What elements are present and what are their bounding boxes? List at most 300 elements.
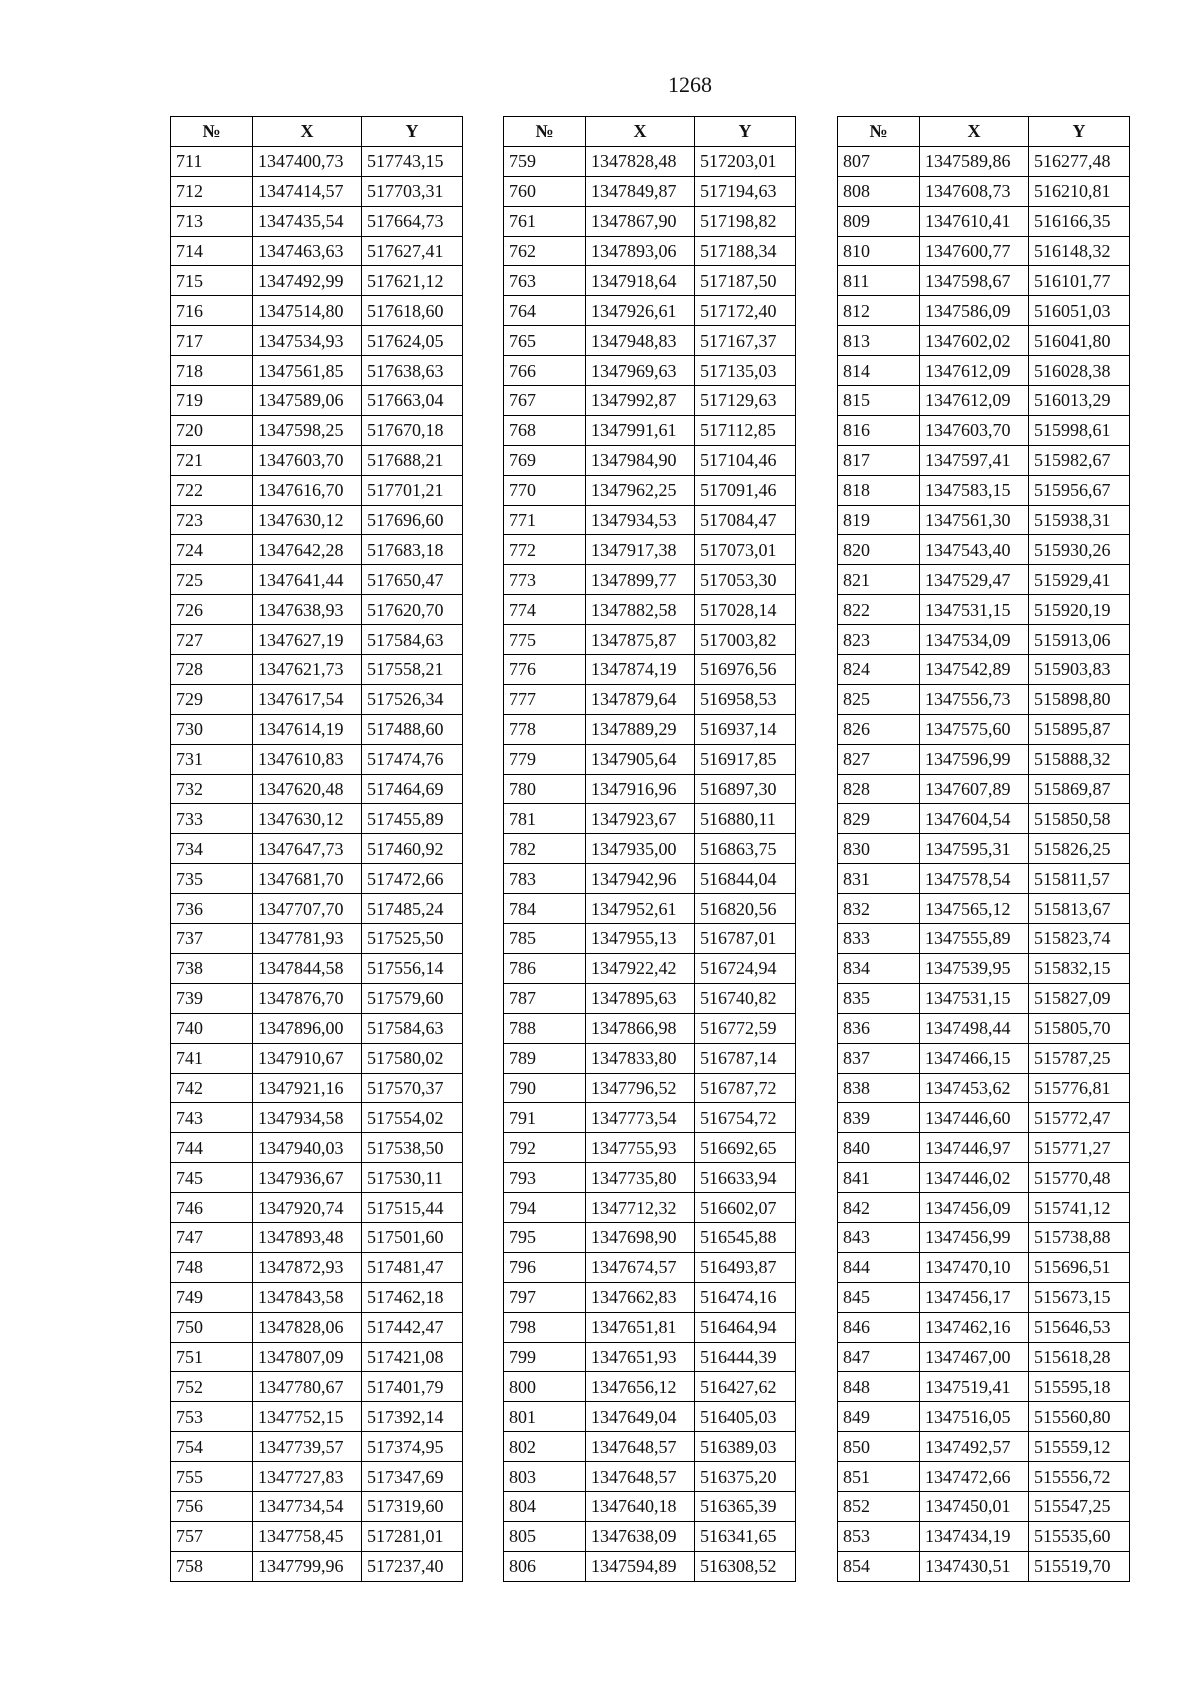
table-row: [838, 445, 1130, 475]
header-row: [171, 117, 463, 147]
table-row: [504, 326, 796, 356]
point-number-cell: 846: [838, 1312, 920, 1342]
table-row: [504, 505, 796, 535]
x-coordinate-cell: 1347492,99: [253, 266, 362, 296]
x-coordinate-cell: 1347641,44: [253, 565, 362, 595]
y-coordinate-cell: 516917,85: [695, 744, 796, 774]
table-row: [504, 386, 796, 416]
point-number-cell: 760: [504, 176, 586, 206]
point-number-cell: 854: [838, 1551, 920, 1581]
x-coordinate-cell: 1347466,15: [920, 1043, 1029, 1073]
x-coordinate-cell: 1347446,60: [920, 1103, 1029, 1133]
y-coordinate-cell: 517485,24: [362, 894, 463, 924]
table-row: [504, 595, 796, 625]
y-coordinate-cell: 516724,94: [695, 953, 796, 983]
point-number-cell: 793: [504, 1163, 586, 1193]
y-coordinate-cell: 516633,94: [695, 1163, 796, 1193]
table-row: [171, 415, 463, 445]
y-coordinate-cell: 517554,02: [362, 1103, 463, 1133]
coordinates-table-1: [170, 116, 463, 1582]
y-coordinate-cell: 516602,07: [695, 1193, 796, 1223]
point-number-cell: 755: [171, 1462, 253, 1492]
point-number-cell: 847: [838, 1342, 920, 1372]
header-row: [838, 117, 1130, 147]
y-coordinate-cell: 515888,32: [1029, 744, 1130, 774]
x-coordinate-cell: 1347638,93: [253, 595, 362, 625]
y-coordinate-cell: 517530,11: [362, 1163, 463, 1193]
y-coordinate-cell: 515982,67: [1029, 445, 1130, 475]
point-number-cell: 810: [838, 236, 920, 266]
point-number-cell: 796: [504, 1252, 586, 1282]
x-coordinate-cell: 1347755,93: [586, 1133, 695, 1163]
y-coordinate-cell: 515826,25: [1029, 834, 1130, 864]
y-coordinate-cell: 517003,82: [695, 625, 796, 655]
point-number-cell: 742: [171, 1073, 253, 1103]
table-row: [504, 475, 796, 505]
table-row: [504, 266, 796, 296]
y-coordinate-cell: 517401,79: [362, 1372, 463, 1402]
point-number-cell: 849: [838, 1402, 920, 1432]
point-number-cell: 804: [504, 1491, 586, 1521]
table-row: [838, 1222, 1130, 1252]
x-coordinate-cell: 1347698,90: [586, 1222, 695, 1252]
x-coordinate-cell: 1347575,60: [920, 714, 1029, 744]
table-row: [838, 1013, 1130, 1043]
y-coordinate-cell: 517624,05: [362, 326, 463, 356]
point-number-cell: 780: [504, 774, 586, 804]
point-number-cell: 734: [171, 834, 253, 864]
y-coordinate-cell: 516210,81: [1029, 176, 1130, 206]
x-coordinate-cell: 1347612,09: [920, 386, 1029, 416]
y-coordinate-cell: 515556,72: [1029, 1462, 1130, 1492]
y-coordinate-cell: 516444,39: [695, 1342, 796, 1372]
table-row: [171, 804, 463, 834]
x-coordinate-cell: 1347604,54: [920, 804, 1029, 834]
x-coordinate-cell: 1347781,93: [253, 924, 362, 954]
x-coordinate-cell: 1347602,02: [920, 326, 1029, 356]
point-number-cell: 720: [171, 415, 253, 445]
table-row: [838, 1491, 1130, 1521]
table-row: [838, 236, 1130, 266]
x-coordinate-cell: 1347600,77: [920, 236, 1029, 266]
x-coordinate-cell: 1347556,73: [920, 684, 1029, 714]
x-coordinate-cell: 1347916,96: [586, 774, 695, 804]
y-coordinate-cell: 515673,15: [1029, 1282, 1130, 1312]
table-row: [504, 1521, 796, 1551]
y-coordinate-cell: 517392,14: [362, 1402, 463, 1432]
x-header: X: [920, 117, 1029, 147]
x-coordinate-cell: 1347543,40: [920, 535, 1029, 565]
table-row: [171, 1222, 463, 1252]
y-coordinate-cell: 517472,66: [362, 864, 463, 894]
point-number-cell: 791: [504, 1103, 586, 1133]
point-number-cell: 790: [504, 1073, 586, 1103]
table-row: [838, 475, 1130, 505]
table-row: [171, 1462, 463, 1492]
point-number-cell: 803: [504, 1462, 586, 1492]
point-number-cell: 795: [504, 1222, 586, 1252]
x-header: X: [253, 117, 362, 147]
y-header: Y: [1029, 117, 1130, 147]
table-row: [838, 1282, 1130, 1312]
x-coordinate-cell: 1347565,12: [920, 894, 1029, 924]
y-coordinate-cell: 517462,18: [362, 1282, 463, 1312]
table-row: [171, 1252, 463, 1282]
table-row: [171, 146, 463, 176]
x-coordinate-cell: 1347926,61: [586, 296, 695, 326]
y-coordinate-cell: 517112,85: [695, 415, 796, 445]
number-header: №: [838, 117, 920, 147]
x-coordinate-cell: 1347934,53: [586, 505, 695, 535]
x-coordinate-cell: 1347872,93: [253, 1252, 362, 1282]
y-coordinate-cell: 517683,18: [362, 535, 463, 565]
table-row: [838, 1252, 1130, 1282]
number-header: №: [171, 117, 253, 147]
point-number-cell: 749: [171, 1282, 253, 1312]
point-number-cell: 842: [838, 1193, 920, 1223]
table-row: [171, 1312, 463, 1342]
table-row: [838, 744, 1130, 774]
point-number-cell: 839: [838, 1103, 920, 1133]
point-number-cell: 732: [171, 774, 253, 804]
point-number-cell: 767: [504, 386, 586, 416]
y-coordinate-cell: 517237,40: [362, 1551, 463, 1581]
x-coordinate-cell: 1347828,48: [586, 146, 695, 176]
x-coordinate-cell: 1347608,73: [920, 176, 1029, 206]
point-number-cell: 771: [504, 505, 586, 535]
y-coordinate-cell: 516474,16: [695, 1282, 796, 1312]
table-row: [838, 326, 1130, 356]
table-row: [171, 1551, 463, 1581]
x-coordinate-cell: 1347936,67: [253, 1163, 362, 1193]
y-coordinate-cell: 517188,34: [695, 236, 796, 266]
x-coordinate-cell: 1347942,96: [586, 864, 695, 894]
y-coordinate-cell: 517526,34: [362, 684, 463, 714]
y-coordinate-cell: 516545,88: [695, 1222, 796, 1252]
x-coordinate-cell: 1347923,67: [586, 804, 695, 834]
point-number-cell: 798: [504, 1312, 586, 1342]
table-row: [504, 1043, 796, 1073]
point-number-cell: 809: [838, 206, 920, 236]
point-number-cell: 820: [838, 535, 920, 565]
y-coordinate-cell: 515738,88: [1029, 1222, 1130, 1252]
y-coordinate-cell: 517129,63: [695, 386, 796, 416]
table-row: [504, 774, 796, 804]
x-coordinate-cell: 1347828,06: [253, 1312, 362, 1342]
table-row: [838, 1342, 1130, 1372]
table-row: [171, 684, 463, 714]
x-coordinate-cell: 1347539,95: [920, 953, 1029, 983]
x-coordinate-cell: 1347656,12: [586, 1372, 695, 1402]
y-coordinate-cell: 515646,53: [1029, 1312, 1130, 1342]
x-coordinate-cell: 1347940,03: [253, 1133, 362, 1163]
table-row: [504, 1282, 796, 1312]
y-coordinate-cell: 516863,75: [695, 834, 796, 864]
x-coordinate-cell: 1347674,57: [586, 1252, 695, 1282]
table-row: [838, 1402, 1130, 1432]
y-coordinate-cell: 517627,41: [362, 236, 463, 266]
table-row: [504, 953, 796, 983]
y-coordinate-cell: 516041,80: [1029, 326, 1130, 356]
point-number-cell: 813: [838, 326, 920, 356]
y-coordinate-cell: 517135,03: [695, 356, 796, 386]
point-number-cell: 770: [504, 475, 586, 505]
x-coordinate-cell: 1347735,80: [586, 1163, 695, 1193]
y-coordinate-cell: 516101,77: [1029, 266, 1130, 296]
point-number-cell: 738: [171, 953, 253, 983]
point-number-cell: 728: [171, 655, 253, 685]
x-coordinate-cell: 1347610,83: [253, 744, 362, 774]
point-number-cell: 740: [171, 1013, 253, 1043]
x-coordinate-cell: 1347514,80: [253, 296, 362, 326]
point-number-cell: 724: [171, 535, 253, 565]
point-number-cell: 718: [171, 356, 253, 386]
table-row: [504, 864, 796, 894]
table-row: [171, 1043, 463, 1073]
point-number-cell: 758: [171, 1551, 253, 1581]
x-coordinate-cell: 1347910,67: [253, 1043, 362, 1073]
y-coordinate-cell: 516754,72: [695, 1103, 796, 1133]
x-coordinate-cell: 1347597,41: [920, 445, 1029, 475]
x-coordinate-cell: 1347882,58: [586, 595, 695, 625]
table-row: [171, 774, 463, 804]
x-coordinate-cell: 1347952,61: [586, 894, 695, 924]
x-coordinate-cell: 1347534,93: [253, 326, 362, 356]
x-coordinate-cell: 1347874,19: [586, 655, 695, 685]
point-number-cell: 789: [504, 1043, 586, 1073]
table-row: [838, 924, 1130, 954]
x-coordinate-cell: 1347844,58: [253, 953, 362, 983]
x-coordinate-cell: 1347807,09: [253, 1342, 362, 1372]
y-coordinate-cell: 517618,60: [362, 296, 463, 326]
x-coordinate-cell: 1347627,19: [253, 625, 362, 655]
point-number-cell: 841: [838, 1163, 920, 1193]
x-coordinate-cell: 1347610,41: [920, 206, 1029, 236]
y-coordinate-cell: 517688,21: [362, 445, 463, 475]
point-number-cell: 744: [171, 1133, 253, 1163]
table-row: [504, 804, 796, 834]
y-coordinate-cell: 517663,04: [362, 386, 463, 416]
table-row: [504, 1402, 796, 1432]
table-row: [171, 1372, 463, 1402]
table-row: [171, 1073, 463, 1103]
point-number-cell: 730: [171, 714, 253, 744]
table-row: [171, 655, 463, 685]
point-number-cell: 821: [838, 565, 920, 595]
x-coordinate-cell: 1347453,62: [920, 1073, 1029, 1103]
point-number-cell: 843: [838, 1222, 920, 1252]
y-coordinate-cell: 515869,87: [1029, 774, 1130, 804]
point-number-cell: 711: [171, 146, 253, 176]
table-row: [504, 1342, 796, 1372]
x-coordinate-cell: 1347893,06: [586, 236, 695, 266]
x-coordinate-cell: 1347843,58: [253, 1282, 362, 1312]
table-row: [838, 834, 1130, 864]
table-row: [838, 1043, 1130, 1073]
x-coordinate-cell: 1347456,09: [920, 1193, 1029, 1223]
x-coordinate-cell: 1347561,85: [253, 356, 362, 386]
y-coordinate-cell: 516051,03: [1029, 296, 1130, 326]
table-row: [504, 714, 796, 744]
y-coordinate-cell: 517515,44: [362, 1193, 463, 1223]
x-coordinate-cell: 1347595,31: [920, 834, 1029, 864]
table-row: [171, 1133, 463, 1163]
point-number-cell: 745: [171, 1163, 253, 1193]
y-coordinate-cell: 516787,72: [695, 1073, 796, 1103]
point-number-cell: 805: [504, 1521, 586, 1551]
y-coordinate-cell: 517203,01: [695, 146, 796, 176]
table-row: [171, 953, 463, 983]
point-number-cell: 726: [171, 595, 253, 625]
y-coordinate-cell: 516341,65: [695, 1521, 796, 1551]
table-row: [504, 983, 796, 1013]
x-coordinate-cell: 1347899,77: [586, 565, 695, 595]
point-number-cell: 769: [504, 445, 586, 475]
table-row: [838, 714, 1130, 744]
table-row: [838, 1372, 1130, 1402]
y-coordinate-cell: 515813,67: [1029, 894, 1130, 924]
table-row: [504, 924, 796, 954]
x-coordinate-cell: 1347651,81: [586, 1312, 695, 1342]
point-number-cell: 747: [171, 1222, 253, 1252]
point-number-cell: 794: [504, 1193, 586, 1223]
x-coordinate-cell: 1347534,09: [920, 625, 1029, 655]
x-coordinate-cell: 1347531,15: [920, 595, 1029, 625]
point-number-cell: 833: [838, 924, 920, 954]
x-coordinate-cell: 1347555,89: [920, 924, 1029, 954]
x-coordinate-cell: 1347578,54: [920, 864, 1029, 894]
table-row: [838, 983, 1130, 1013]
point-number-cell: 826: [838, 714, 920, 744]
x-coordinate-cell: 1347638,09: [586, 1521, 695, 1551]
point-number-cell: 756: [171, 1491, 253, 1521]
x-coordinate-cell: 1347651,93: [586, 1342, 695, 1372]
y-coordinate-cell: 516028,38: [1029, 356, 1130, 386]
y-coordinate-cell: 516148,32: [1029, 236, 1130, 266]
x-coordinate-cell: 1347895,63: [586, 983, 695, 1013]
point-number-cell: 797: [504, 1282, 586, 1312]
x-coordinate-cell: 1347647,73: [253, 834, 362, 864]
y-coordinate-cell: 517053,30: [695, 565, 796, 595]
y-coordinate-cell: 517347,69: [362, 1462, 463, 1492]
x-coordinate-cell: 1347920,74: [253, 1193, 362, 1223]
point-number-cell: 828: [838, 774, 920, 804]
y-coordinate-cell: 517670,18: [362, 415, 463, 445]
x-coordinate-cell: 1347516,05: [920, 1402, 1029, 1432]
table-row: [171, 326, 463, 356]
table-row: [504, 1163, 796, 1193]
table-row: [838, 1551, 1130, 1581]
y-coordinate-cell: 517638,63: [362, 356, 463, 386]
point-number-cell: 765: [504, 326, 586, 356]
table-row: [171, 296, 463, 326]
table-row: [171, 266, 463, 296]
table-row: [171, 625, 463, 655]
y-coordinate-cell: 515827,09: [1029, 983, 1130, 1013]
table-row: [171, 983, 463, 1013]
x-coordinate-cell: 1347542,89: [920, 655, 1029, 685]
table-row: [504, 1432, 796, 1462]
y-coordinate-cell: 517664,73: [362, 206, 463, 236]
y-coordinate-cell: 516375,20: [695, 1462, 796, 1492]
point-number-cell: 723: [171, 505, 253, 535]
x-coordinate-cell: 1347833,80: [586, 1043, 695, 1073]
point-number-cell: 814: [838, 356, 920, 386]
y-coordinate-cell: 517570,37: [362, 1073, 463, 1103]
x-coordinate-cell: 1347462,16: [920, 1312, 1029, 1342]
point-number-cell: 722: [171, 475, 253, 505]
point-number-cell: 835: [838, 983, 920, 1013]
point-number-cell: 837: [838, 1043, 920, 1073]
y-coordinate-cell: 517084,47: [695, 505, 796, 535]
x-coordinate-cell: 1347586,09: [920, 296, 1029, 326]
y-coordinate-cell: 515519,70: [1029, 1551, 1130, 1581]
table-row: [504, 176, 796, 206]
point-number-cell: 751: [171, 1342, 253, 1372]
table-row: [838, 595, 1130, 625]
y-coordinate-cell: 516427,62: [695, 1372, 796, 1402]
table-row: [504, 834, 796, 864]
x-coordinate-cell: 1347598,25: [253, 415, 362, 445]
x-coordinate-cell: 1347617,54: [253, 684, 362, 714]
point-number-cell: 799: [504, 1342, 586, 1372]
point-number-cell: 848: [838, 1372, 920, 1402]
x-coordinate-cell: 1347594,89: [586, 1551, 695, 1581]
table-row: [504, 1551, 796, 1581]
y-coordinate-cell: 517421,08: [362, 1342, 463, 1372]
x-coordinate-cell: 1347414,57: [253, 176, 362, 206]
table-row: [838, 415, 1130, 445]
table-row: [838, 1133, 1130, 1163]
point-number-cell: 850: [838, 1432, 920, 1462]
point-number-cell: 764: [504, 296, 586, 326]
point-number-cell: 851: [838, 1462, 920, 1492]
x-coordinate-cell: 1347773,54: [586, 1103, 695, 1133]
table-row: [838, 1312, 1130, 1342]
point-number-cell: 750: [171, 1312, 253, 1342]
y-coordinate-cell: 517374,95: [362, 1432, 463, 1462]
point-number-cell: 748: [171, 1252, 253, 1282]
x-coordinate-cell: 1347799,96: [253, 1551, 362, 1581]
x-coordinate-cell: 1347707,70: [253, 894, 362, 924]
table-row: [171, 1282, 463, 1312]
x-coordinate-cell: 1347984,90: [586, 445, 695, 475]
table-row: [838, 266, 1130, 296]
y-coordinate-cell: 515895,87: [1029, 714, 1130, 744]
table-row: [171, 595, 463, 625]
table-row: [838, 953, 1130, 983]
y-coordinate-cell: 516880,11: [695, 804, 796, 834]
point-number-cell: 825: [838, 684, 920, 714]
point-number-cell: 830: [838, 834, 920, 864]
x-coordinate-cell: 1347456,99: [920, 1222, 1029, 1252]
table-row: [504, 296, 796, 326]
y-coordinate-cell: 515850,58: [1029, 804, 1130, 834]
point-number-cell: 807: [838, 146, 920, 176]
point-number-cell: 739: [171, 983, 253, 1013]
x-coordinate-cell: 1347470,10: [920, 1252, 1029, 1282]
point-number-cell: 834: [838, 953, 920, 983]
x-coordinate-cell: 1347934,58: [253, 1103, 362, 1133]
table-row: [171, 924, 463, 954]
point-number-cell: 831: [838, 864, 920, 894]
x-coordinate-cell: 1347648,57: [586, 1462, 695, 1492]
table-row: [838, 1103, 1130, 1133]
point-number-cell: 802: [504, 1432, 586, 1462]
y-coordinate-cell: 516365,39: [695, 1491, 796, 1521]
y-coordinate-cell: 515535,60: [1029, 1521, 1130, 1551]
point-number-cell: 775: [504, 625, 586, 655]
